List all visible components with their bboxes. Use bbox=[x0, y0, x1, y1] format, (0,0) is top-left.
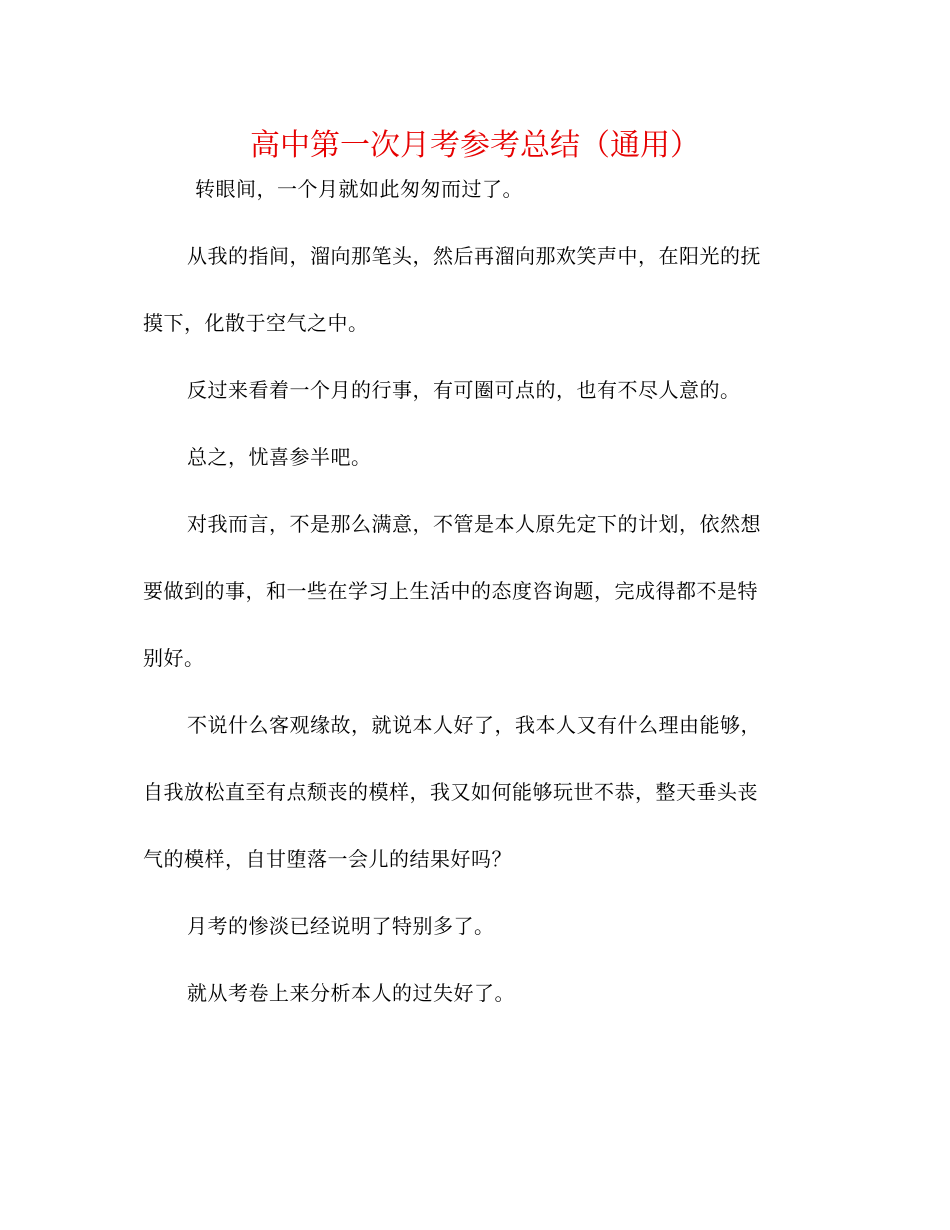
paragraph-3 bbox=[143, 373, 803, 408]
paragraph-4 bbox=[143, 440, 803, 475]
paragraph-7 bbox=[143, 909, 803, 944]
text-line: 反过来看着一个月的行事，有可圈可点的，也有不尽人意的。 bbox=[187, 378, 741, 402]
text-line: 要做到的事，和一些在学习上生活中的态度咨询题，完成得都不是特 bbox=[143, 579, 758, 603]
text-line: 就从考卷上来分析本人的过失好了。 bbox=[187, 981, 515, 1005]
paragraph-6 bbox=[143, 708, 803, 877]
document-body bbox=[143, 172, 803, 1011]
text-line: 自我放松直至有点颓丧的模样，我又如何能够玩世不恭，整天垂头丧 bbox=[143, 780, 758, 804]
text-line: 不说什么客观缘故，就说本人好了，我本人又有什么理由能够， bbox=[187, 713, 761, 737]
text-line: 转眼间，一个月就如此匆匆而过了。 bbox=[195, 177, 523, 201]
text-line: 别好。 bbox=[143, 646, 205, 670]
text-line: 摸下，化散于空气之中。 bbox=[143, 311, 369, 335]
paragraph-5 bbox=[143, 507, 803, 676]
text-line: 从我的指间，溜向那笔头，然后再溜向那欢笑声中，在阳光的抚 bbox=[187, 244, 761, 268]
document-title: 高中第一次月考参考总结（通用） bbox=[250, 128, 700, 163]
paragraph-1 bbox=[143, 172, 803, 207]
text-line: 月考的惨淡已经说明了特别多了。 bbox=[187, 914, 495, 938]
paragraph-2 bbox=[143, 239, 803, 341]
paragraph-8 bbox=[143, 976, 803, 1011]
text-line: 总之，忧喜参半吧。 bbox=[187, 445, 372, 469]
text-line: 对我而言，不是那么满意，不管是本人原先定下的计划，依然想 bbox=[187, 512, 761, 536]
text-line: 气的模样，自甘堕落一会儿的结果好吗？ bbox=[143, 847, 512, 871]
